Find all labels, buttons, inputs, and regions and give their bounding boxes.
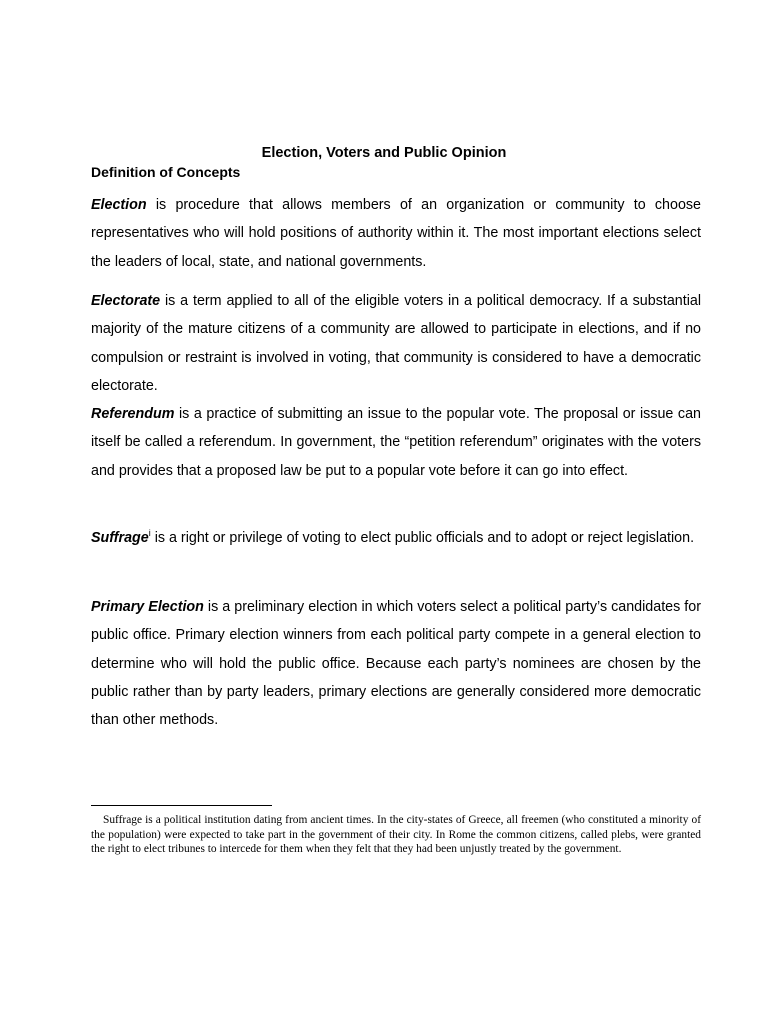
term-suffrage: Suffrage <box>91 530 149 546</box>
page-title: Election, Voters and Public Opinion <box>261 145 507 161</box>
definition-electorate: is a term applied to all of the eligible voters in a political democracy. If a substantial majority of the mature citizens of a community are allowed to participate in elections, and if no compulsion or restraint is involved in voting, that community is considered to have a democratic electorate. <box>91 293 701 394</box>
definition-suffrage: is a right or privilege of voting to elect public officials and to adopt or reject legislation. <box>150 530 695 546</box>
footnote-text: Suffrage is a political institution dating from ancient times. In the city-states of Greece, all freemen (who constituted a minority of the population) were expected to take part in the government of their city. In Rome the common citizens, called plebs, were granted the right to elect tribunes to intercede for them when they felt that they had been unjustly treated by the government. <box>91 814 701 855</box>
paragraph-electorate <box>91 287 701 400</box>
paragraph-suffrage <box>91 524 701 552</box>
term-electorate: Electorate <box>91 293 161 309</box>
term-primary-election: Primary Election <box>91 599 204 615</box>
definition-primary-election: is a preliminary election in which voters select a political party’s candidates for public office. Primary election winners from each political party compete in a general election to determine who will hold the public office. Because each party’s nominees are chosen by the public rather than by party leaders, primary elections are generally considered more democratic than other methods. <box>91 599 701 729</box>
section-heading: Definition of Concepts <box>91 164 241 180</box>
definition-referendum: is a practice of submitting an issue to the popular vote. The proposal or issue can itself be called a referendum. In government, the “petition referendum” originates with the voters and provides that a proposed law be put to a popular vote before it can go into effect. <box>91 406 701 479</box>
term-referendum: Referendum <box>91 406 175 422</box>
term-election: Election <box>91 197 147 213</box>
paragraph-referendum <box>91 400 701 485</box>
definition-election: is procedure that allows members of an organization or community to choose representatives who will hold positions of authority within it. The most important elections select the leaders of local, state, and national governments. <box>91 197 701 270</box>
footnote-marker[interactable]: i <box>148 528 151 539</box>
paragraph-election <box>91 191 701 276</box>
footnote-separator <box>91 805 272 806</box>
paragraph-primary-election <box>91 593 701 734</box>
